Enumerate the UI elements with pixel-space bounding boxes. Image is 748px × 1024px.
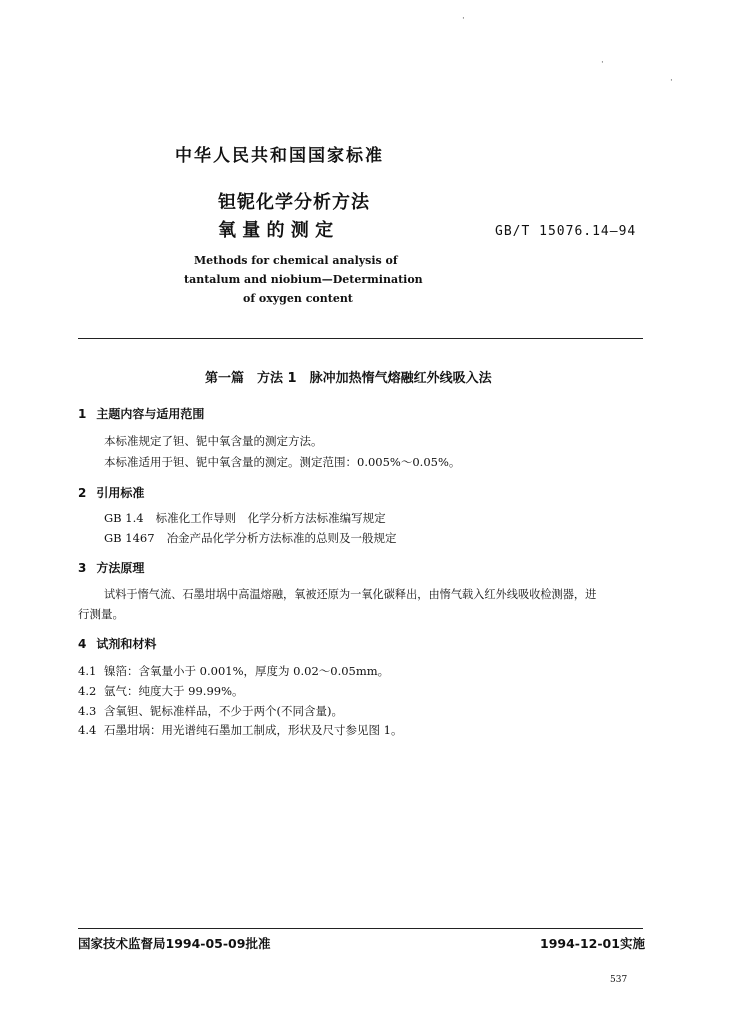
part-heading: 第一篇 方法 1 脉冲加热惰气熔融红外线吸入法 — [205, 371, 492, 386]
page-number: 537 — [610, 975, 628, 985]
title-en-line2: tantalum and niobium—Determination — [184, 273, 423, 286]
item-number: 4.2 — [78, 684, 97, 698]
section-title: 方法原理 — [96, 561, 145, 575]
paragraph: 本标准适用于钽、铌中氧含量的测定。测定范围：0.005%～0.05%。 — [104, 455, 461, 469]
paragraph: 本标准规定了钽、铌中氧含量的测定方法。 — [104, 434, 323, 448]
list-item — [78, 683, 244, 699]
standard-code: GB/T 15076.14—94 — [495, 224, 637, 239]
reference-code: GB 1467 — [104, 531, 155, 545]
scan-speck: · — [670, 76, 673, 86]
list-item — [78, 663, 389, 679]
title-en-line3: of oxygen content — [243, 292, 353, 305]
implementation-date: 1994-12-01实施 — [540, 936, 645, 951]
section-1-heading — [78, 405, 204, 422]
section-2-heading — [78, 484, 144, 501]
section-4-heading — [78, 635, 156, 652]
header-divider — [78, 338, 643, 339]
section-title: 试剂和材料 — [96, 637, 157, 651]
national-standard-heading: 中华人民共和国国家标准 — [175, 146, 384, 166]
section-number: 4 — [78, 637, 87, 651]
section-3-heading — [78, 559, 144, 576]
item-number: 4.1 — [78, 664, 97, 678]
item-text: 含氧钽、铌标准样品，不少于两个(不同含量)。 — [104, 704, 343, 718]
item-text: 石墨坩埚：用光谱纯石墨加工制成，形状及尺寸参见图 1。 — [104, 723, 403, 737]
title-cn-line2: 氧 量 的 测 定 — [218, 220, 334, 241]
scan-speck: · — [601, 58, 604, 68]
section-number: 2 — [78, 486, 87, 500]
item-number: 4.3 — [78, 704, 97, 718]
paragraph: 行测量。 — [78, 607, 124, 621]
list-item — [78, 722, 402, 738]
reference-item — [104, 510, 386, 526]
section-title: 主题内容与适用范围 — [96, 407, 205, 421]
footer-divider — [78, 928, 643, 929]
reference-code: GB 1.4 — [104, 511, 144, 525]
title-cn-line1: 钽铌化学分析方法 — [218, 192, 370, 213]
approval-date: 国家技术监督局1994-05-09批准 — [78, 936, 271, 951]
reference-title: 标准化工作导则 化学分析方法标准编写规定 — [155, 511, 386, 525]
reference-title: 冶金产品化学分析方法标准的总则及一般规定 — [166, 531, 397, 545]
paragraph: 试料于惰气流、石墨坩埚中高温熔融，氧被还原为一氧化碳释出，由惰气载入红外线吸收检测器，进 — [104, 588, 597, 601]
section-number: 3 — [78, 561, 87, 575]
section-title: 引用标准 — [96, 486, 145, 500]
scan-speck: · — [462, 14, 465, 24]
item-text: 氩气：纯度大于 99.99%。 — [104, 684, 244, 698]
reference-item — [104, 530, 397, 546]
list-item — [78, 703, 343, 719]
title-en-line1: Methods for chemical analysis of — [194, 254, 398, 267]
item-number: 4.4 — [78, 723, 97, 737]
item-text: 镍箔：含氧量小于 0.001%，厚度为 0.02～0.05mm。 — [104, 664, 390, 678]
section-number: 1 — [78, 407, 87, 421]
